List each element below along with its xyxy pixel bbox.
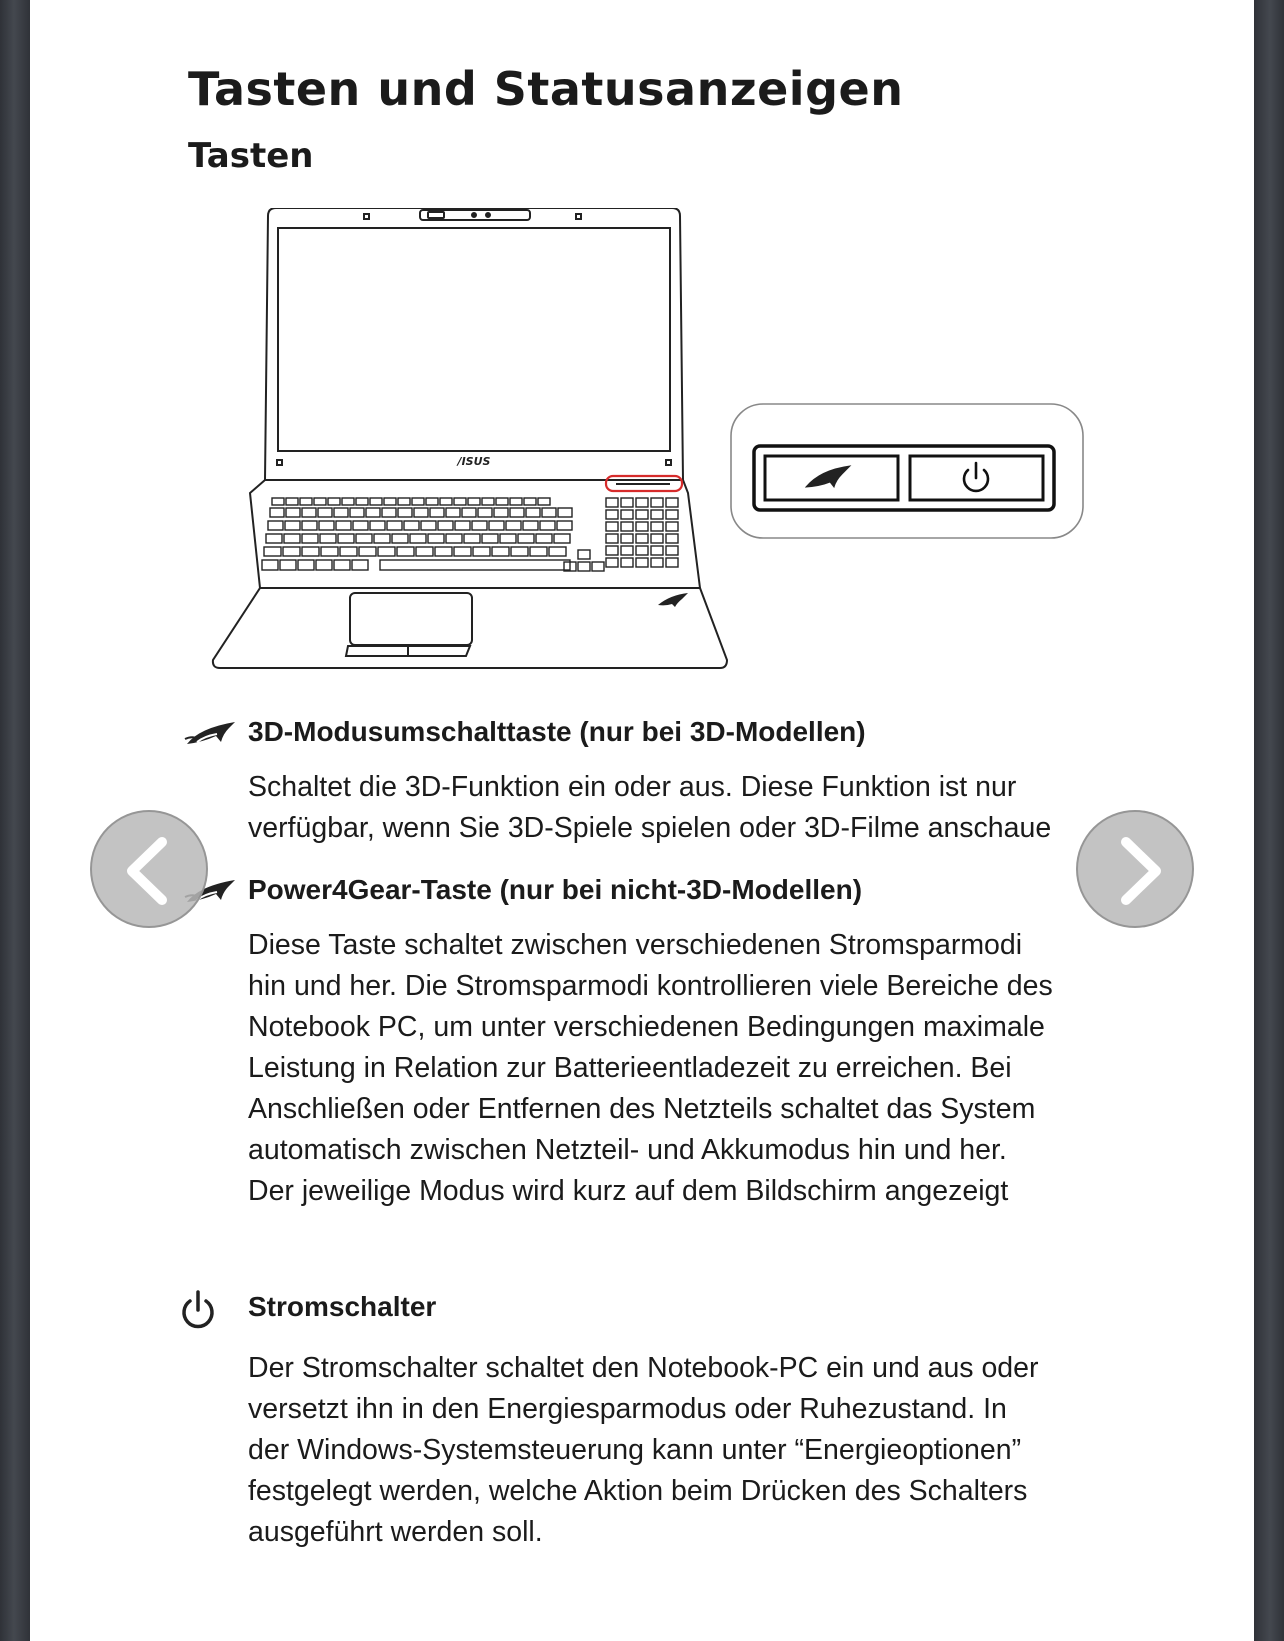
keyboard-key bbox=[621, 534, 633, 543]
power-icon bbox=[180, 1290, 238, 1330]
keyboard-key bbox=[410, 534, 426, 543]
keyboard-key bbox=[318, 508, 332, 517]
keyboard-key bbox=[352, 560, 368, 570]
keyboard-key bbox=[621, 546, 633, 555]
keyboard-key bbox=[378, 547, 395, 556]
keyboard-key bbox=[651, 546, 663, 555]
keyboard-key bbox=[651, 534, 663, 543]
keyboard-key bbox=[392, 534, 408, 543]
keyboard-key bbox=[549, 547, 566, 556]
keyboard-key bbox=[666, 522, 678, 531]
keyboard-key bbox=[272, 498, 284, 505]
keyboard-key bbox=[380, 560, 570, 570]
keyboard-key bbox=[636, 510, 648, 519]
keyboard-key bbox=[542, 508, 556, 517]
keyboard-key bbox=[398, 498, 410, 505]
keyboard-key bbox=[455, 521, 470, 530]
keyboard-key bbox=[518, 534, 534, 543]
keyboard-key bbox=[300, 498, 312, 505]
keyboard-key bbox=[557, 521, 572, 530]
keyboard-key bbox=[316, 560, 332, 570]
keyboard-key bbox=[606, 522, 618, 531]
keyboard-key bbox=[496, 498, 508, 505]
buttons-callout bbox=[731, 404, 1083, 538]
keyboard-key bbox=[606, 558, 618, 567]
keyboard-key bbox=[412, 498, 424, 505]
keyboard-key bbox=[482, 498, 494, 505]
keyboard-key bbox=[454, 498, 466, 505]
keyboard-key bbox=[320, 534, 336, 543]
keyboard-key bbox=[530, 547, 547, 556]
keyboard-key bbox=[286, 498, 298, 505]
keyboard-key bbox=[356, 534, 372, 543]
keyboard-key bbox=[526, 508, 540, 517]
keyboard-key bbox=[416, 547, 433, 556]
keyboard-key bbox=[366, 508, 380, 517]
keyboard-key bbox=[636, 558, 648, 567]
rog-logo-icon bbox=[183, 712, 241, 752]
keyboard-key bbox=[524, 498, 536, 505]
keyboard-key bbox=[370, 521, 385, 530]
keyboard-key bbox=[489, 521, 504, 530]
keyboard-key bbox=[286, 508, 300, 517]
keyboard-key bbox=[651, 510, 663, 519]
keyboard-key bbox=[285, 521, 300, 530]
page-heading: Tasten und Statusanzeigen bbox=[188, 62, 904, 116]
keyboard-key bbox=[666, 534, 678, 543]
keyboard-key bbox=[468, 498, 480, 505]
item-title: 3D-Modusumschalttaste (nur bei 3D-Modellen) bbox=[248, 716, 866, 747]
keyboard-key bbox=[482, 534, 498, 543]
keyboard-key bbox=[428, 534, 444, 543]
keyboard-key bbox=[666, 498, 678, 507]
keyboard-key bbox=[280, 560, 296, 570]
keyboard-key bbox=[338, 534, 354, 543]
keyboard-key bbox=[538, 498, 550, 505]
item-title: Power4Gear-Taste (nur bei nicht-3D-Modellen) bbox=[248, 874, 863, 905]
keyboard-key bbox=[606, 498, 618, 507]
keyboard-key bbox=[421, 521, 436, 530]
document-page bbox=[30, 0, 1254, 1641]
keyboard-key bbox=[314, 498, 326, 505]
keyboard-key bbox=[270, 508, 284, 517]
chevron-right-icon bbox=[1078, 812, 1196, 930]
keyboard-key bbox=[435, 547, 452, 556]
keyboard-key bbox=[651, 558, 663, 567]
keyboard-key bbox=[398, 508, 412, 517]
laptop-screen bbox=[278, 228, 670, 451]
callout-rog-logo bbox=[806, 466, 850, 487]
keyboard-key bbox=[510, 508, 524, 517]
keyboard-key bbox=[510, 498, 522, 505]
keyboard-key bbox=[621, 522, 633, 531]
keyboard-key bbox=[636, 546, 648, 555]
keyboard-key bbox=[454, 547, 471, 556]
keyboard-key bbox=[382, 508, 396, 517]
keyboard-key bbox=[438, 521, 453, 530]
keyboard-key bbox=[446, 508, 460, 517]
keyboard-key bbox=[492, 547, 509, 556]
keyboard-key bbox=[621, 510, 633, 519]
keyboard-key bbox=[336, 521, 351, 530]
touchpad bbox=[350, 593, 472, 645]
item-description: Der Stromschalter schaltet den Notebook-PC ein und aus oder versetzt ihn in den Energiesparmodus oder Ruhezustand. In der Windows-Systemsteuerung kann unter “Energieoptionen” festgelegt werden, welche Aktion beim Drücken des Schalters ausgeführt werden soll. bbox=[248, 1352, 1039, 1548]
keyboard-key bbox=[621, 558, 633, 567]
keyboard-key bbox=[472, 521, 487, 530]
keyboard-key bbox=[404, 521, 419, 530]
keyboard-key bbox=[414, 508, 428, 517]
keyboard-key bbox=[621, 498, 633, 507]
keyboard-key bbox=[592, 562, 604, 571]
keyboard-key bbox=[334, 560, 350, 570]
keyboard-key bbox=[500, 534, 516, 543]
palmrest-rog-logo bbox=[658, 593, 688, 607]
keyboard-key bbox=[666, 558, 678, 567]
keyboard-key bbox=[536, 534, 552, 543]
keyboard-key bbox=[636, 498, 648, 507]
keyboard-key bbox=[430, 508, 444, 517]
keyboard-key bbox=[473, 547, 490, 556]
keyboard-key bbox=[359, 547, 376, 556]
keyboard-key bbox=[636, 522, 648, 531]
keyboard-key bbox=[342, 498, 354, 505]
item-title: Stromschalter bbox=[248, 1291, 437, 1322]
keyboard-key bbox=[462, 508, 476, 517]
keyboard-key bbox=[554, 534, 570, 543]
callout-power-symbol bbox=[964, 463, 988, 491]
keyboard-key bbox=[506, 521, 521, 530]
keyboard-key bbox=[578, 550, 590, 559]
keyboard-key bbox=[268, 521, 283, 530]
keyboard-key bbox=[464, 534, 480, 543]
keyboard-key bbox=[350, 508, 364, 517]
keyboard-key bbox=[340, 547, 357, 556]
keyboard-key bbox=[440, 498, 452, 505]
keyboard-key bbox=[283, 547, 300, 556]
keyboard-key bbox=[302, 508, 316, 517]
keyboard-key bbox=[558, 508, 572, 517]
laptop-brand-logo: /ISUS bbox=[457, 455, 491, 468]
keyboard-key bbox=[356, 498, 368, 505]
laptop-illustration bbox=[180, 208, 1140, 708]
item-description: Diese Taste schaltet zwischen verschiedenen Stromsparmodi hin und her. Die Stromsparmodi kontrollieren viele Bereiche des Notebook PC, um unter verschiedenen Bedingungen maximale Leistung in Relation zur Batterieentladezeit zu erreichen. Bei Anschließen oder Entfernen des Netzteils schaltet das System automatisch zwischen Netzteil- und Akkumodus hin und her. Der jeweilige Modus wird kurz auf dem Bildschirm angezeigt bbox=[248, 929, 1053, 1207]
keyboard-key bbox=[319, 521, 334, 530]
keyboard-key bbox=[606, 546, 618, 555]
keyboard-key bbox=[353, 521, 368, 530]
keyboard-key bbox=[302, 521, 317, 530]
keyboard-key bbox=[298, 560, 314, 570]
keyboard-key bbox=[321, 547, 338, 556]
keyboard-key bbox=[370, 498, 382, 505]
keyboard-key bbox=[666, 510, 678, 519]
item-description: Schaltet die 3D-Funktion ein oder aus. Diese Funktion ist nur verfügbar, wenn Sie 3D-Spiele spielen oder 3D-Filme anschaue bbox=[248, 771, 1052, 844]
section-heading: Tasten bbox=[188, 136, 314, 176]
keyboard-key bbox=[426, 498, 438, 505]
keyboard-key bbox=[384, 498, 396, 505]
keyboard-key bbox=[266, 534, 282, 543]
keyboard-key bbox=[636, 534, 648, 543]
keyboard-key bbox=[262, 560, 278, 570]
keyboard-key bbox=[397, 547, 414, 556]
next-page-button[interactable] bbox=[1076, 810, 1194, 928]
keyboard-key bbox=[374, 534, 390, 543]
keyboard-key bbox=[540, 521, 555, 530]
previous-page-button[interactable] bbox=[90, 810, 208, 928]
laptop-lid bbox=[265, 208, 683, 480]
keyboard-key bbox=[284, 534, 300, 543]
keyboard-key bbox=[651, 498, 663, 507]
keyboard-key bbox=[302, 547, 319, 556]
keyboard-key bbox=[606, 534, 618, 543]
keyboard-key bbox=[478, 508, 492, 517]
keyboard-key bbox=[446, 534, 462, 543]
keyboard-key bbox=[494, 508, 508, 517]
keyboard-key bbox=[387, 521, 402, 530]
keyboard-key bbox=[523, 521, 538, 530]
keyboard-key bbox=[651, 522, 663, 531]
keyboard-key bbox=[264, 547, 281, 556]
keyboard-key bbox=[511, 547, 528, 556]
keyboard-key bbox=[578, 562, 590, 571]
keyboard-key bbox=[606, 510, 618, 519]
keyboard-key bbox=[328, 498, 340, 505]
keyboard bbox=[262, 498, 678, 571]
keyboard-key bbox=[334, 508, 348, 517]
keyboard-key bbox=[666, 546, 678, 555]
chevron-left-icon bbox=[92, 812, 210, 930]
keyboard-key bbox=[302, 534, 318, 543]
